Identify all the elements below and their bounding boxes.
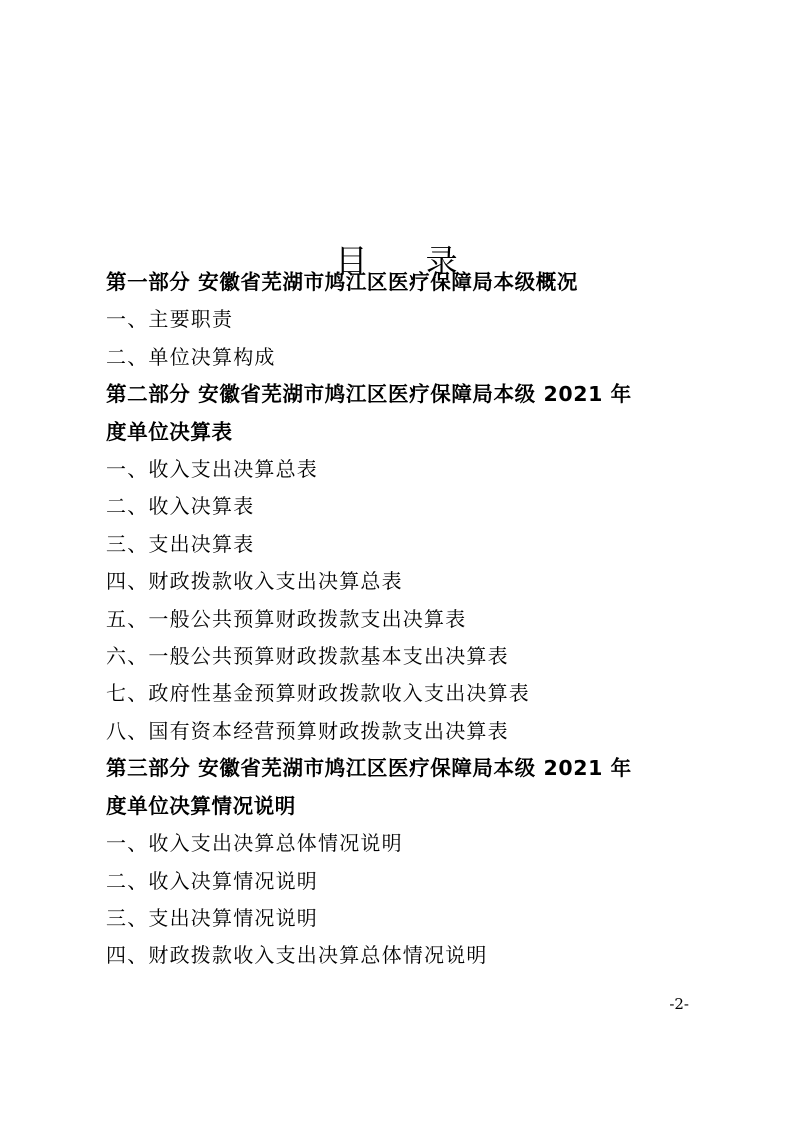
toc-item[interactable]: 三、支出决算表 [106, 531, 255, 556]
section-heading-line: 度单位决算表 [106, 419, 233, 444]
toc-item[interactable]: 八、国有资本经营预算财政拨款支出决算表 [106, 718, 509, 743]
section-heading[interactable] [106, 376, 706, 451]
toc-item[interactable]: 四、财政拨款收入支出决算总表 [106, 569, 403, 594]
section-heading-line: 度单位决算情况说明 [106, 793, 296, 818]
toc-item[interactable]: 五、一般公共预算财政拨款支出决算表 [106, 606, 467, 631]
section-heading[interactable] [106, 264, 706, 301]
toc-section-2 [106, 376, 706, 750]
section-heading-line: 第一部分 安徽省芜湖市鸠江区医疗保障局本级概况 [106, 270, 578, 294]
toc-item[interactable]: 一、收入支出决算总表 [106, 457, 318, 482]
toc-item[interactable]: 六、一般公共预算财政拨款基本支出决算表 [106, 644, 509, 669]
toc-item[interactable]: 四、财政拨款收入支出决算总体情况说明 [106, 943, 488, 968]
section-heading[interactable] [106, 750, 706, 825]
toc-item[interactable]: 二、单位决算构成 [106, 344, 276, 369]
section-heading-line: 第三部分 安徽省芜湖市鸠江区医疗保障局本级 2021 年 [106, 756, 632, 781]
toc-section-3 [106, 750, 706, 974]
toc-item[interactable]: 七、政府性基金预算财政拨款收入支出决算表 [106, 681, 530, 706]
page-number: -2- [669, 995, 689, 1013]
toc-item[interactable]: 二、收入决算情况说明 [106, 868, 318, 893]
table-of-contents [106, 264, 706, 975]
toc-item[interactable]: 一、主要职责 [106, 307, 234, 332]
toc-item[interactable]: 一、收入支出决算总体情况说明 [106, 831, 403, 856]
toc-item[interactable]: 二、收入决算表 [106, 494, 255, 519]
toc-item[interactable]: 三、支出决算情况说明 [106, 905, 318, 930]
toc-title: 目 录 [335, 242, 482, 281]
toc-section-1 [106, 264, 706, 376]
section-heading-line: 第二部分 安徽省芜湖市鸠江区医疗保障局本级 2021 年 [106, 382, 632, 407]
